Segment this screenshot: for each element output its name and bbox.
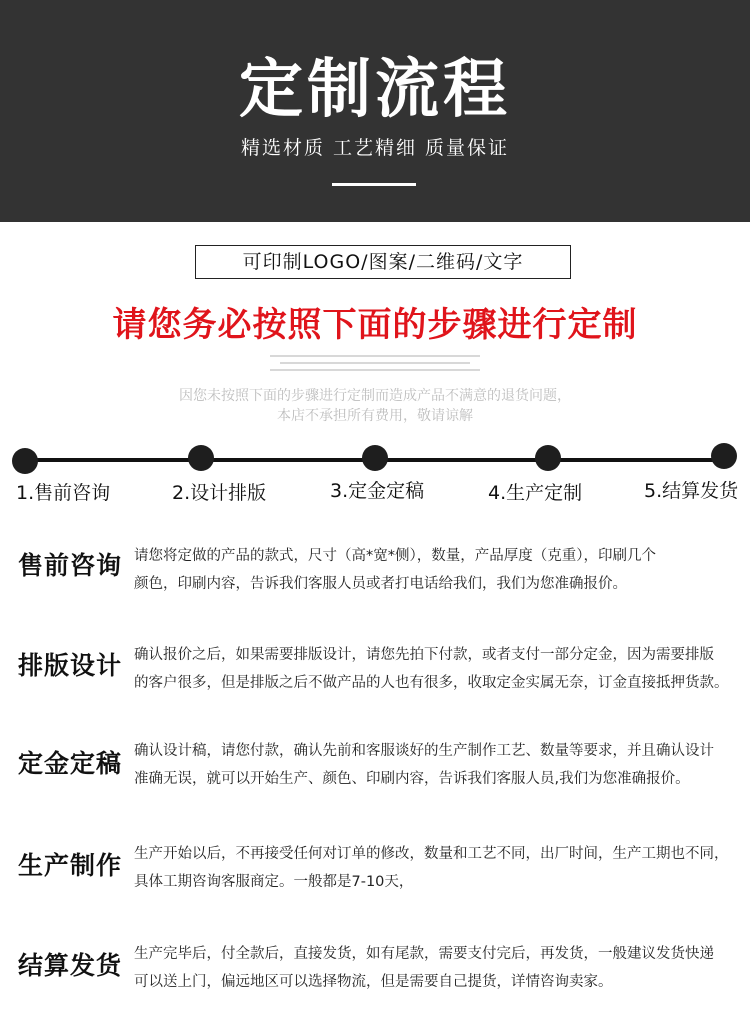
- warning-title: 请您务必按照下面的步骤进行定制: [112, 305, 638, 345]
- section-body-settlement: [134, 940, 740, 996]
- step-label-1: 1.售前咨询: [16, 482, 111, 504]
- section-title-settlement: 结算发货: [18, 951, 123, 980]
- section-body-presale: [134, 542, 740, 598]
- step-label-3: 3.定金定稿: [330, 480, 425, 502]
- section-title-design: 排版设计: [18, 651, 123, 680]
- section-line: 请您将定做的产品的款式，尺寸（高*宽*侧），数量，产品厚度（克重），印刷几个: [134, 548, 656, 564]
- header-banner: [0, 0, 750, 222]
- section-title-production: 生产制作: [18, 851, 123, 880]
- step-label-4: 4.生产定制: [488, 482, 583, 504]
- decorative-lines: [270, 355, 480, 376]
- print-options-box: 可印制LOGO/图案/二维码/文字: [195, 245, 571, 279]
- timeline-dot-5: [711, 443, 737, 469]
- notice-line-1: 因您未按照下面的步骤进行定制而造成产品不满意的退货问题，: [179, 388, 571, 404]
- page-title: 定制流程: [239, 53, 511, 127]
- step-label-5: 5.结算发货: [644, 480, 739, 502]
- section-line: 准确无误，就可以开始生产、颜色、印刷内容，告诉我们客服人员,我们为您准确报价。: [134, 771, 690, 787]
- notice-line-2: 本店不承担所有费用，敬请谅解: [277, 408, 473, 424]
- section-line: 确认设计稿，请您付款，确认先前和客服谈好的生产制作工艺、数量等要求，并且确认设计: [134, 743, 714, 759]
- page-subtitle: 精选材质 工艺精细 质量保证: [240, 137, 510, 159]
- section-title-deposit: 定金定稿: [18, 749, 123, 778]
- section-line: 生产完毕后，付全款后，直接发货，如有尾款，需要支付完后，再发货，一般建议发货快递: [134, 946, 714, 962]
- header-divider: [332, 183, 416, 186]
- section-line: 可以送上门，偏远地区可以选择物流，但是需要自己提货，详情咨询卖家。: [134, 974, 613, 990]
- timeline-dot-1: [12, 448, 38, 474]
- notice-text: [0, 386, 750, 426]
- section-body-deposit: [134, 737, 740, 793]
- section-line: 的客户很多，但是排版之后不做产品的人也有很多，收取定金实属无奈，订金直接抵押货款。: [134, 675, 729, 691]
- section-line: 具体工期咨询客服商定。一般都是7-10天，: [134, 874, 414, 890]
- section-line: 确认报价之后，如果需要排版设计，请您先拍下付款，或者支付一部分定金，因为需要排版: [134, 647, 714, 663]
- timeline-dot-3: [362, 445, 388, 471]
- timeline-dot-4: [535, 445, 561, 471]
- section-line: 颜色，印刷内容，告诉我们客服人员或者打电话给我们，我们为您准确报价。: [134, 576, 627, 592]
- section-title-presale: 售前咨询: [18, 551, 123, 580]
- section-body-design: [134, 641, 740, 697]
- step-label-2: 2.设计排版: [172, 482, 267, 504]
- timeline-dot-2: [188, 445, 214, 471]
- section-line: 生产开始以后，不再接受任何对订单的修改，数量和工艺不同，出厂时间，生产工期也不同，: [134, 846, 729, 862]
- section-body-production: [134, 840, 740, 896]
